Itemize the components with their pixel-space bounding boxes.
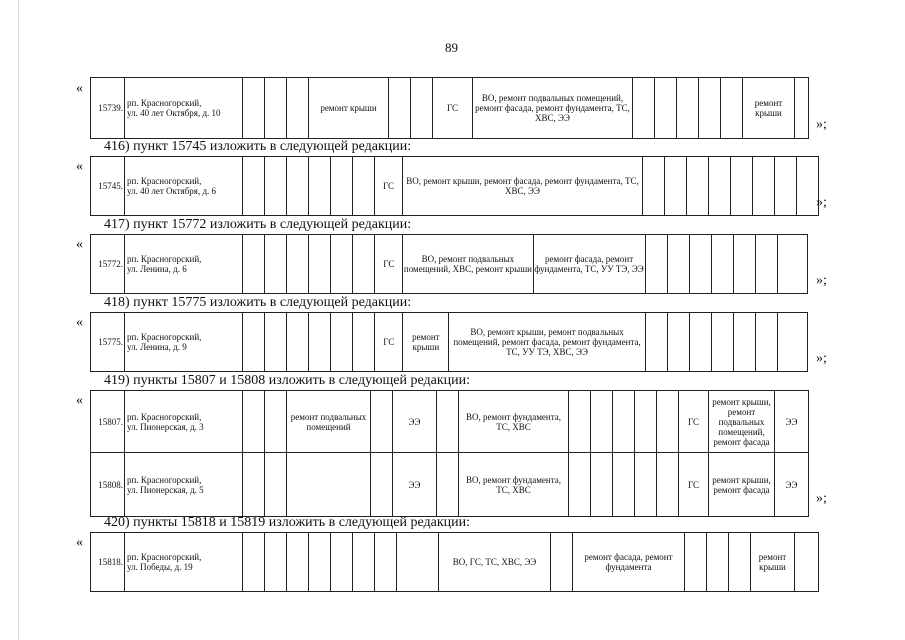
table-15745	[90, 156, 819, 216]
empty-cell	[411, 78, 433, 139]
table-15772	[90, 234, 808, 294]
empty-cell	[437, 391, 459, 453]
empty-cell	[709, 157, 731, 216]
works-cell: ремонт фасада, ремонт фундамента, ТС, УУ ТЭ, ЭЭ	[533, 235, 645, 294]
empty-cell	[755, 235, 777, 294]
empty-cell	[287, 453, 371, 517]
works-cell: ГС	[375, 313, 403, 372]
empty-cell	[755, 313, 777, 372]
empty-cell	[331, 157, 353, 216]
close-mark: »;	[816, 117, 827, 132]
address-cell: рп. Красногорский, ул. 40 лет Октября, д. 10	[125, 78, 243, 139]
empty-cell	[613, 453, 635, 517]
empty-cell	[569, 453, 591, 517]
instruction-416: 416) пункт 15745 изложить в следующей редакции:	[104, 139, 412, 154]
empty-cell	[309, 313, 331, 372]
empty-cell	[265, 313, 287, 372]
works-cell: ВО, ремонт фундамента, ТС, ХВС	[459, 391, 569, 453]
instruction-419: 419) пункты 15807 и 15808 изложить в следующей редакции:	[104, 373, 471, 388]
table-15807-15808	[90, 390, 809, 517]
works-cell: ремонт крыши	[309, 78, 389, 139]
table-15818	[90, 532, 819, 592]
row-number: 15808.	[91, 453, 125, 517]
works-cell: ГС	[679, 453, 709, 517]
empty-cell	[331, 313, 353, 372]
empty-cell	[371, 391, 393, 453]
empty-cell	[265, 235, 287, 294]
empty-cell	[569, 391, 591, 453]
empty-cell	[733, 313, 755, 372]
empty-cell	[689, 235, 711, 294]
instruction-417: 417) пункт 15772 изложить в следующей редакции:	[104, 217, 412, 232]
empty-cell	[309, 235, 331, 294]
works-cell: ЭЭ	[393, 391, 437, 453]
empty-cell	[287, 157, 309, 216]
close-mark: »;	[816, 351, 827, 366]
empty-cell	[309, 533, 331, 592]
empty-cell	[243, 235, 265, 294]
empty-cell	[243, 78, 265, 139]
empty-cell	[265, 78, 287, 139]
works-cell: ЭЭ	[393, 453, 437, 517]
row-number: 15772.	[91, 235, 125, 294]
works-cell: ремонт подвальных помещений	[287, 391, 371, 453]
close-mark: »;	[816, 195, 827, 210]
empty-cell	[331, 235, 353, 294]
empty-cell	[655, 78, 677, 139]
empty-cell	[287, 78, 309, 139]
page-number: 89	[445, 40, 458, 55]
open-quote: «	[76, 393, 83, 408]
close-mark: »;	[816, 491, 827, 506]
empty-cell	[287, 533, 309, 592]
open-quote: «	[76, 315, 83, 330]
row-number: 15739.	[91, 78, 125, 139]
empty-cell	[657, 391, 679, 453]
empty-cell	[635, 391, 657, 453]
empty-cell	[777, 235, 807, 294]
works-cell: ВО, ремонт подвальных помещений, ремонт фасада, ремонт фундамента, ТС, ХВС, ЭЭ	[473, 78, 633, 139]
empty-cell	[665, 157, 687, 216]
page-margin-line	[18, 0, 19, 640]
empty-cell	[633, 78, 655, 139]
empty-cell	[667, 313, 689, 372]
open-quote: «	[76, 535, 83, 550]
instruction-418: 418) пункт 15775 изложить в следующей редакции:	[104, 295, 412, 310]
empty-cell	[331, 533, 353, 592]
address-cell: рп. Красногорский, ул. Ленина, д. 6	[125, 235, 243, 294]
empty-cell	[353, 235, 375, 294]
address-cell: рп. Красногорский, ул. Победы, д. 19	[125, 533, 243, 592]
empty-cell	[613, 391, 635, 453]
empty-cell	[733, 235, 755, 294]
row-number: 15775.	[91, 313, 125, 372]
empty-cell	[265, 453, 287, 517]
close-mark: »;	[816, 273, 827, 288]
address-cell: рп. Красногорский, ул. Ленина, д. 9	[125, 313, 243, 372]
works-cell: ВО, ремонт крыши, ремонт подвальных помещений, ремонт фасада, ремонт фундамента, ТС, УУ ТЭ, ХВС, ЭЭ	[449, 313, 645, 372]
empty-cell	[353, 313, 375, 372]
empty-cell	[265, 533, 287, 592]
empty-cell	[711, 235, 733, 294]
empty-cell	[657, 453, 679, 517]
empty-cell	[677, 78, 699, 139]
table-15775	[90, 312, 808, 372]
empty-cell	[375, 533, 397, 592]
empty-cell	[729, 533, 751, 592]
empty-cell	[243, 533, 265, 592]
works-cell: ВО, ремонт фундамента, ТС, ХВС	[459, 453, 569, 517]
empty-cell	[353, 533, 375, 592]
works-cell: ремонт крыши, ремонт фасада	[709, 453, 775, 517]
empty-cell	[707, 533, 729, 592]
empty-cell	[731, 157, 753, 216]
empty-cell	[711, 313, 733, 372]
empty-cell	[685, 533, 707, 592]
empty-cell	[795, 78, 809, 139]
empty-cell	[371, 453, 393, 517]
empty-cell	[591, 453, 613, 517]
works-cell: ВО, ремонт подвальных помещений, ХВС, ремонт крыши	[403, 235, 533, 294]
works-cell: ВО, ремонт крыши, ремонт фасада, ремонт фундамента, ТС, ХВС, ЭЭ	[403, 157, 643, 216]
address-cell: рп. Красногорский, ул. Пионерская, д. 3	[125, 391, 243, 453]
empty-cell	[667, 235, 689, 294]
works-cell: ремонт крыши, ремонт подвальных помещений, ремонт фасада	[709, 391, 775, 453]
works-cell: ГС	[375, 235, 403, 294]
empty-cell	[389, 78, 411, 139]
address-cell: рп. Красногорский, ул. Пионерская, д. 5	[125, 453, 243, 517]
row-number: 15818.	[91, 533, 125, 592]
empty-cell	[795, 533, 819, 592]
empty-cell	[699, 78, 721, 139]
empty-cell	[309, 157, 331, 216]
works-cell: ремонт крыши	[751, 533, 795, 592]
row-number: 15807.	[91, 391, 125, 453]
works-cell: ГС	[375, 157, 403, 216]
instruction-420: 420) пункты 15818 и 15819 изложить в следующей редакции:	[104, 515, 471, 530]
works-cell: ВО, ГС, ТС, ХВС, ЭЭ	[439, 533, 551, 592]
works-cell: ЭЭ	[775, 453, 809, 517]
empty-cell	[645, 235, 667, 294]
empty-cell	[551, 533, 573, 592]
works-cell: ремонт фасада, ремонт фундамента	[573, 533, 685, 592]
works-cell: ЭЭ	[775, 391, 809, 453]
empty-cell	[265, 391, 287, 453]
empty-cell	[243, 453, 265, 517]
empty-cell	[753, 157, 775, 216]
empty-cell	[287, 313, 309, 372]
empty-cell	[353, 157, 375, 216]
empty-cell	[721, 78, 743, 139]
address-cell: рп. Красногорский, ул. 40 лет Октября, д. 6	[125, 157, 243, 216]
works-cell: ГС	[433, 78, 473, 139]
empty-cell	[243, 157, 265, 216]
table-15739	[90, 77, 809, 139]
empty-cell	[687, 157, 709, 216]
open-quote: «	[76, 237, 83, 252]
works-cell: ГС	[679, 391, 709, 453]
empty-cell	[243, 313, 265, 372]
empty-cell	[397, 533, 439, 592]
empty-cell	[689, 313, 711, 372]
open-quote: «	[76, 81, 83, 96]
empty-cell	[643, 157, 665, 216]
row-number: 15745.	[91, 157, 125, 216]
empty-cell	[591, 391, 613, 453]
empty-cell	[287, 235, 309, 294]
empty-cell	[265, 157, 287, 216]
empty-cell	[777, 313, 807, 372]
empty-cell	[437, 453, 459, 517]
empty-cell	[635, 453, 657, 517]
works-cell: ремонт крыши	[743, 78, 795, 139]
works-cell: ремонт крыши	[403, 313, 449, 372]
empty-cell	[645, 313, 667, 372]
empty-cell	[775, 157, 797, 216]
empty-cell	[243, 391, 265, 453]
open-quote: «	[76, 159, 83, 174]
